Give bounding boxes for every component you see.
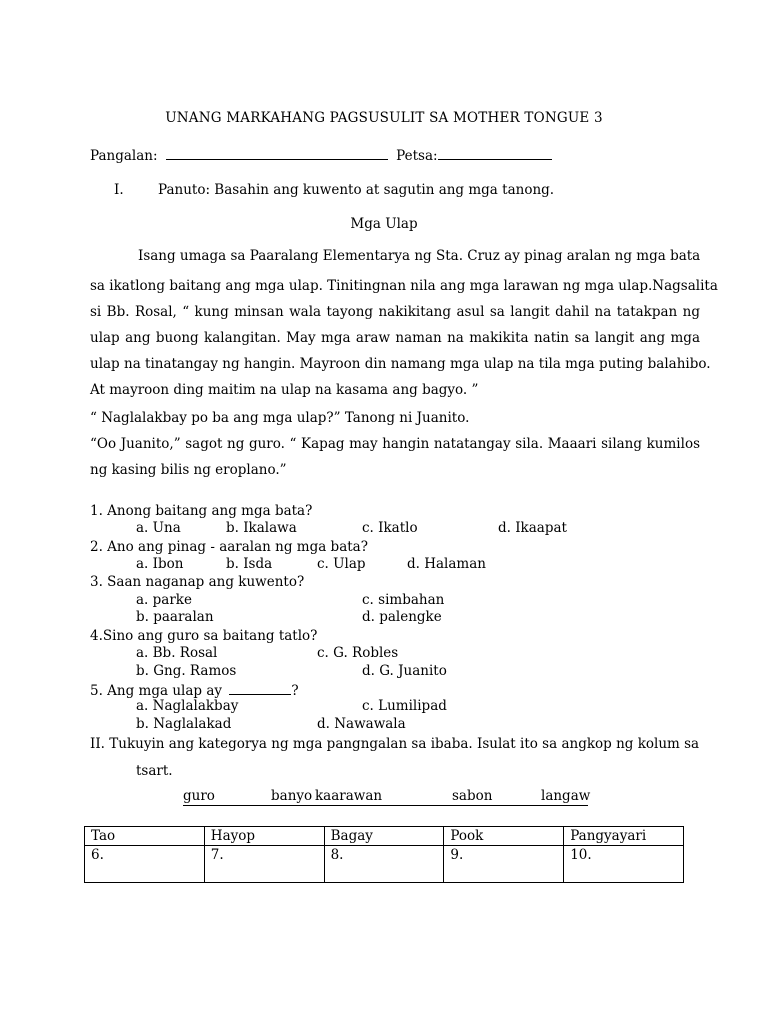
column-header: Pook xyxy=(444,827,564,846)
column-header: Hayop xyxy=(204,827,324,846)
question-5-blank[interactable] xyxy=(229,681,291,695)
column-header: Tao xyxy=(85,827,205,846)
question-4: 4.Sino ang guro sa baitang tatlo? xyxy=(90,628,318,644)
name-label: Pangalan: xyxy=(90,148,158,164)
word-bank-item: banyo xyxy=(271,788,313,804)
question-3-option-b[interactable]: b. paaralan xyxy=(136,609,214,625)
question-5-option-c[interactable]: c. Lumilipad xyxy=(362,698,447,714)
story-line: “Oo Juanito,” sagot ng guro. “ Kapag may hangin natatangay sila. Maaari silang kumilos xyxy=(90,436,700,452)
answer-cell[interactable]: 9. xyxy=(444,846,564,883)
question-4-option-a[interactable]: a. Bb. Rosal xyxy=(136,645,218,661)
question-5-text: 5. Ang mga ulap ay xyxy=(90,683,223,699)
name-date-row xyxy=(90,146,552,165)
answer-cell[interactable]: 8. xyxy=(324,846,444,883)
question-2: 2. Ano ang pinag - aaralan ng mga bata? xyxy=(90,539,368,555)
question-4-option-c[interactable]: c. G. Robles xyxy=(317,645,399,661)
story-line: Isang umaga sa Paaralang Elementarya ng Sta. Cruz ay pinag aralan ng mga bata xyxy=(138,248,701,264)
part2-instruction: II. Tukuyin ang kategorya ng mga pangngalan sa ibaba. Isulat ito sa angkop ng kolum sa xyxy=(90,736,700,752)
question-3: 3. Saan naganap ang kuwento? xyxy=(90,574,305,590)
word-bank-item: kaarawan xyxy=(315,788,383,804)
column-header: Bagay xyxy=(324,827,444,846)
story-title: Mga Ulap xyxy=(350,216,418,232)
question-2-option-c[interactable]: c. Ulap xyxy=(317,556,366,572)
word-bank-item: guro xyxy=(183,788,215,804)
question-2-option-d[interactable]: d. Halaman xyxy=(407,556,486,572)
question-3-option-d[interactable]: d. palengke xyxy=(362,609,442,625)
question-1: 1. Anong baitang ang mga bata? xyxy=(90,503,313,519)
question-5-option-b[interactable]: b. Naglalakad xyxy=(136,716,232,732)
date-blank[interactable] xyxy=(438,146,552,160)
question-3-option-c[interactable]: c. simbahan xyxy=(362,592,445,608)
story-line: ng kasing bilis ng eroplano.” xyxy=(90,462,287,478)
answer-cell[interactable]: 7. xyxy=(204,846,324,883)
story-line: ulap na tinatangay ng hangin. Mayroon din namang mga ulap na tila mga puting balahibo. xyxy=(90,356,711,372)
exam-title: UNANG MARKAHANG PAGSUSULIT SA MOTHER TONGUE 3 xyxy=(165,110,603,126)
question-1-option-a[interactable]: a. Una xyxy=(136,520,181,536)
question-5-mark: ? xyxy=(291,683,299,699)
question-2-option-a[interactable]: a. Ibon xyxy=(136,556,184,572)
word-bank xyxy=(183,787,591,806)
part2-instruction-cont: tsart. xyxy=(136,763,173,779)
date-label: Petsa: xyxy=(396,148,438,164)
name-blank[interactable] xyxy=(166,146,388,160)
story-line: sa ikatlong baitang ang mga ulap. Tinitingnan nila ang mga larawan ng mga ulap.Nagsalita xyxy=(90,278,718,294)
part1-instruction: Panuto: Basahin ang kuwento at sagutin ang mga tanong. xyxy=(158,182,555,198)
question-2-option-b[interactable]: b. Isda xyxy=(226,556,273,572)
answer-cell[interactable]: 10. xyxy=(564,846,684,883)
word-bank-item: sabon xyxy=(452,788,493,804)
question-4-option-b[interactable]: b. Gng. Ramos xyxy=(136,663,237,679)
question-1-option-c[interactable]: c. Ikatlo xyxy=(362,520,418,536)
question-5-option-d[interactable]: d. Nawawala xyxy=(317,716,406,732)
category-table xyxy=(84,826,684,883)
table-row xyxy=(85,846,684,883)
question-3-option-a[interactable]: a. parke xyxy=(136,592,192,608)
story-line: “ Naglalakbay po ba ang mga ulap?” Tanong ni Juanito. xyxy=(90,410,470,426)
question-4-option-d[interactable]: d. G. Juanito xyxy=(362,663,447,679)
question-5-option-a[interactable]: a. Naglalakbay xyxy=(136,698,239,714)
story-line: At mayroon ding maitim na ulap na kasama ang bagyo. ” xyxy=(90,382,479,398)
story-line: si Bb. Rosal, “ kung minsan wala tayong nakikitang asul sa langit dahil na tatakpan ng xyxy=(90,304,700,320)
part1-numeral: I. xyxy=(114,182,124,198)
question-1-option-b[interactable]: b. Ikalawa xyxy=(226,520,297,536)
column-header: Pangyayari xyxy=(564,827,684,846)
table-header-row xyxy=(85,827,684,846)
word-bank-item: langaw xyxy=(541,788,591,804)
question-1-option-d[interactable]: d. Ikaapat xyxy=(498,520,567,536)
answer-cell[interactable]: 6. xyxy=(85,846,205,883)
story-line: ulap ang buong kalangitan. May mga araw naman na makikita natin sa langit ang mga xyxy=(90,330,700,346)
